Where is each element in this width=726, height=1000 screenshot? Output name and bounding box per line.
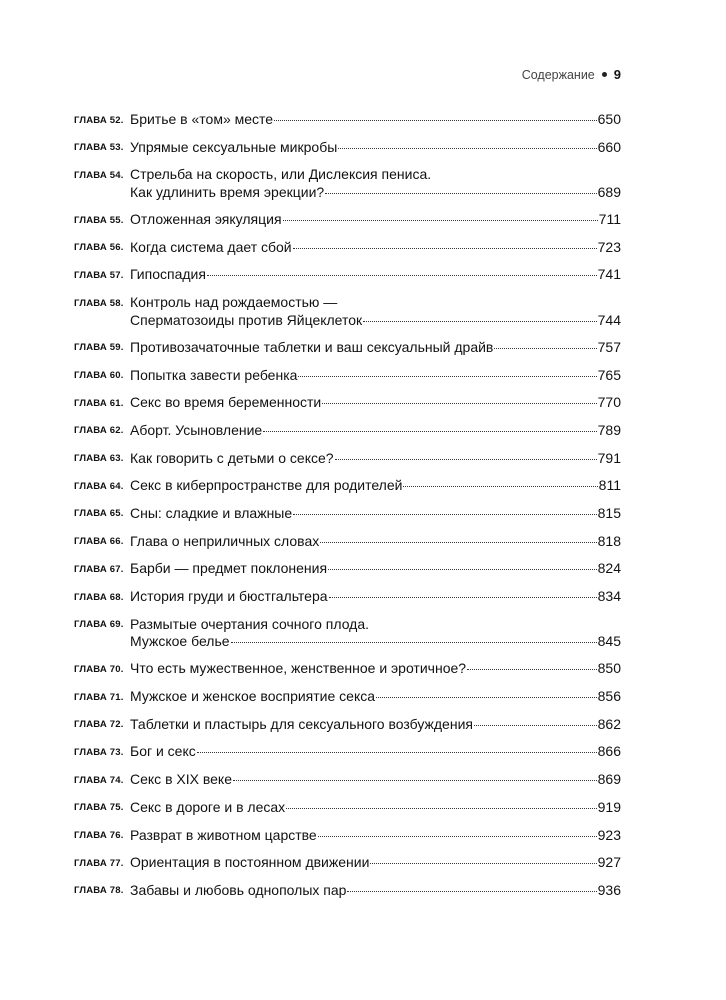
chapter-title: Барби — предмет поклонения	[130, 560, 328, 577]
chapter-label: ГЛАВА 75.	[74, 802, 124, 814]
toc-entry[interactable]	[74, 771, 621, 789]
chapter-title: Как удлинить время эрекции?	[130, 183, 325, 200]
chapter-body	[130, 771, 621, 789]
chapter-body	[130, 533, 621, 551]
chapter-body	[130, 139, 621, 157]
chapter-body	[130, 716, 621, 734]
chapter-page-number: 741	[597, 266, 621, 283]
chapter-body	[130, 266, 621, 284]
toc-entry[interactable]	[74, 616, 621, 651]
chapter-title: Сперматозоиды против Яйцеклеток	[130, 311, 363, 328]
chapter-title: Что есть мужественное, женственное и эротичное?	[130, 660, 467, 677]
toc-entry[interactable]	[74, 139, 621, 157]
chapter-label: ГЛАВА 66.	[74, 536, 124, 548]
chapter-label: ГЛАВА 53.	[74, 142, 124, 154]
chapter-label: ГЛАВА 54.	[74, 169, 124, 181]
toc-entry[interactable]	[74, 854, 621, 872]
chapter-title: Отложенная эякуляция	[130, 211, 282, 228]
chapter-label: ГЛАВА 56.	[74, 242, 124, 254]
chapter-label: ГЛАВА 76.	[74, 830, 124, 841]
chapter-label: ГЛАВА 70.	[74, 663, 124, 675]
dot-leader	[286, 808, 596, 809]
chapter-body	[130, 660, 621, 678]
chapter-body	[130, 505, 621, 523]
chapter-body	[130, 743, 621, 761]
dot-leader	[363, 321, 596, 322]
dot-leader	[376, 697, 597, 698]
chapter-label: ГЛАВА 74.	[74, 774, 124, 786]
chapter-page-number: 789	[597, 421, 621, 438]
toc-entry[interactable]	[74, 716, 621, 734]
chapter-page-number: 791	[597, 449, 621, 466]
toc-entry[interactable]	[74, 660, 621, 678]
dot-leader	[207, 275, 597, 276]
chapter-label: ГЛАВА 62.	[74, 425, 124, 437]
chapter-page-number: 862	[597, 715, 621, 732]
chapter-title: Сны: сладкие и влажные	[130, 504, 293, 521]
dot-leader	[370, 863, 596, 864]
dot-leader	[328, 569, 597, 570]
toc-entry[interactable]	[74, 111, 621, 129]
chapter-label: ГЛАВА 52.	[74, 114, 124, 126]
toc-entry[interactable]	[74, 211, 621, 229]
chapter-page-number: 689	[597, 183, 621, 200]
toc-entry[interactable]	[74, 394, 621, 412]
chapter-title: Забавы и любовь однополых пар	[130, 881, 347, 898]
dot-leader	[318, 836, 597, 837]
toc-entry[interactable]	[74, 688, 621, 706]
chapter-label: ГЛАВА 60.	[74, 370, 124, 381]
chapter-title: Мужское и женское восприятие секса	[130, 688, 376, 705]
chapter-title: Гипоспадия	[130, 266, 206, 283]
chapter-title: Упрямые сексуальные микробы	[130, 138, 338, 155]
chapter-label: ГЛАВА 57.	[74, 269, 124, 281]
chapter-label: ГЛАВА 78.	[74, 885, 124, 897]
chapter-body	[130, 477, 621, 495]
chapter-page-number: 765	[597, 366, 621, 383]
chapter-title: Противозачаточные таблетки и ваш сексуальный драйв	[130, 338, 494, 355]
chapter-label: ГЛАВА 67.	[74, 563, 124, 575]
chapter-title: Бог и секс	[130, 743, 196, 760]
dot-leader	[335, 459, 597, 460]
chapter-label: ГЛАВА 72.	[74, 719, 124, 731]
chapter-title-line-1: Стрельба на скорость, или Дислексия пениса.	[130, 166, 432, 183]
chapter-body	[130, 339, 621, 357]
chapter-body	[130, 688, 621, 706]
toc-entry[interactable]	[74, 266, 621, 284]
chapter-label: ГЛАВА 68.	[74, 591, 124, 603]
chapter-title-line-1: Контроль над рождаемостью —	[130, 294, 338, 311]
toc-entry[interactable]	[74, 827, 621, 845]
chapter-label: ГЛАВА 59.	[74, 342, 124, 354]
chapter-title: Мужское белье	[130, 633, 230, 650]
toc-entry[interactable]	[74, 799, 621, 817]
chapter-label: ГЛАВА 77.	[74, 857, 124, 869]
chapter-title: Когда система дает сбой	[130, 238, 292, 255]
section-title: Содержание	[521, 67, 595, 82]
dot-leader	[293, 514, 596, 515]
dot-leader	[263, 431, 596, 432]
dot-leader	[293, 248, 597, 249]
toc-entry[interactable]	[74, 422, 621, 440]
chapter-title: Глава о неприличных словах	[130, 532, 320, 549]
dot-leader	[197, 752, 597, 753]
toc-entry[interactable]	[74, 239, 621, 257]
chapter-body	[130, 294, 621, 329]
toc-entry[interactable]	[74, 339, 621, 357]
chapter-body	[130, 239, 621, 257]
chapter-label: ГЛАВА 55.	[74, 214, 124, 226]
chapter-page-number: 856	[597, 688, 621, 705]
chapter-page-number: 818	[597, 532, 621, 549]
chapter-body	[130, 827, 621, 845]
toc-entry[interactable]	[74, 505, 621, 523]
chapter-title-line-1: Размытые очертания сочного плода.	[130, 615, 370, 632]
chapter-label: ГЛАВА 73.	[74, 746, 124, 758]
chapter-title: Как говорить с детьми о сексе?	[130, 449, 334, 466]
dot-leader	[347, 891, 596, 892]
dot-leader	[494, 348, 596, 349]
dot-leader	[233, 780, 597, 781]
chapter-body	[130, 422, 621, 440]
chapter-page-number: 850	[597, 660, 621, 677]
chapter-page-number: 815	[597, 504, 621, 521]
chapter-title: Секс во время беременности	[130, 394, 322, 411]
chapter-page-number: 811	[598, 477, 621, 494]
chapter-body	[130, 616, 621, 651]
running-header	[522, 67, 621, 82]
chapter-body	[130, 367, 621, 385]
chapter-title: Таблетки и пластырь для сексуального возбуждения	[130, 715, 473, 732]
chapter-title: Попытка завести ребенка	[130, 366, 298, 383]
chapter-body	[130, 882, 621, 900]
chapter-page-number: 711	[598, 211, 621, 228]
dot-leader	[474, 725, 597, 726]
chapter-page-number: 744	[597, 311, 621, 328]
toc-entry[interactable]	[74, 533, 621, 551]
chapter-page-number: 757	[597, 338, 621, 355]
chapter-body	[130, 111, 621, 129]
chapter-title: Аборт. Усыновление	[130, 421, 263, 438]
toc-entry[interactable]	[74, 588, 621, 606]
toc-entry[interactable]	[74, 477, 621, 495]
toc-entry[interactable]	[74, 743, 621, 761]
chapter-label: ГЛАВА 63.	[74, 453, 124, 465]
chapter-title: Секс в дороге и в лесах	[130, 798, 286, 815]
chapter-page-number: 824	[597, 560, 621, 577]
chapter-title: Секс в XIX веке	[130, 771, 232, 788]
dot-leader	[283, 220, 598, 221]
toc-entry[interactable]	[74, 560, 621, 578]
chapter-body	[130, 799, 621, 817]
chapter-title: Ориентация в постоянном движении	[130, 854, 370, 871]
chapter-page-number: 723	[597, 238, 621, 255]
chapter-body	[130, 588, 621, 606]
dot-leader	[467, 669, 597, 670]
chapter-body	[130, 166, 621, 201]
dot-leader	[231, 642, 597, 643]
chapter-label: ГЛАВА 65.	[74, 508, 124, 520]
chapter-label: ГЛАВА 61.	[74, 397, 124, 409]
chapter-page-number: 936	[597, 881, 621, 898]
chapter-page-number: 660	[597, 138, 621, 155]
dot-leader	[403, 486, 597, 487]
chapter-label: ГЛАВА 69.	[74, 619, 124, 631]
dot-leader	[322, 403, 596, 404]
chapter-body	[130, 560, 621, 578]
chapter-label: ГЛАВА 71.	[74, 691, 124, 703]
chapter-page-number: 770	[597, 394, 621, 411]
table-of-contents	[74, 111, 621, 910]
dot-leader	[329, 597, 597, 598]
toc-entry[interactable]	[74, 166, 621, 201]
chapter-title: Секс в киберпространстве для родителей	[130, 477, 403, 494]
chapter-page-number: 919	[597, 798, 621, 815]
page-number: 9	[613, 67, 621, 82]
chapter-page-number: 834	[597, 588, 621, 604]
dot-leader	[338, 148, 596, 149]
chapter-page-number: 923	[597, 826, 621, 843]
chapter-title: Бритье в «том» месте	[130, 111, 274, 127]
chapter-page-number: 869	[597, 771, 621, 788]
chapter-title: История груди и бюстгальтера	[130, 588, 328, 604]
dot-leader	[298, 376, 596, 377]
dot-leader	[320, 542, 596, 543]
chapter-label: ГЛАВА 58.	[74, 297, 124, 309]
chapter-body	[130, 854, 621, 872]
toc-entry[interactable]	[74, 450, 621, 468]
toc-entry[interactable]	[74, 882, 621, 900]
chapter-title: Разврат в животном царстве	[130, 826, 317, 843]
dot-leader	[325, 193, 596, 194]
bullet-separator	[602, 72, 607, 77]
toc-entry[interactable]	[74, 294, 621, 329]
dot-leader	[274, 120, 597, 121]
chapter-body	[130, 450, 621, 468]
chapter-page-number: 866	[597, 743, 621, 760]
chapter-body	[130, 211, 621, 229]
chapter-page-number: 927	[597, 854, 621, 871]
chapter-body	[130, 394, 621, 412]
toc-entry[interactable]	[74, 367, 621, 385]
chapter-label: ГЛАВА 64.	[74, 480, 124, 492]
chapter-page-number: 650	[597, 111, 621, 127]
chapter-page-number: 845	[597, 633, 621, 650]
